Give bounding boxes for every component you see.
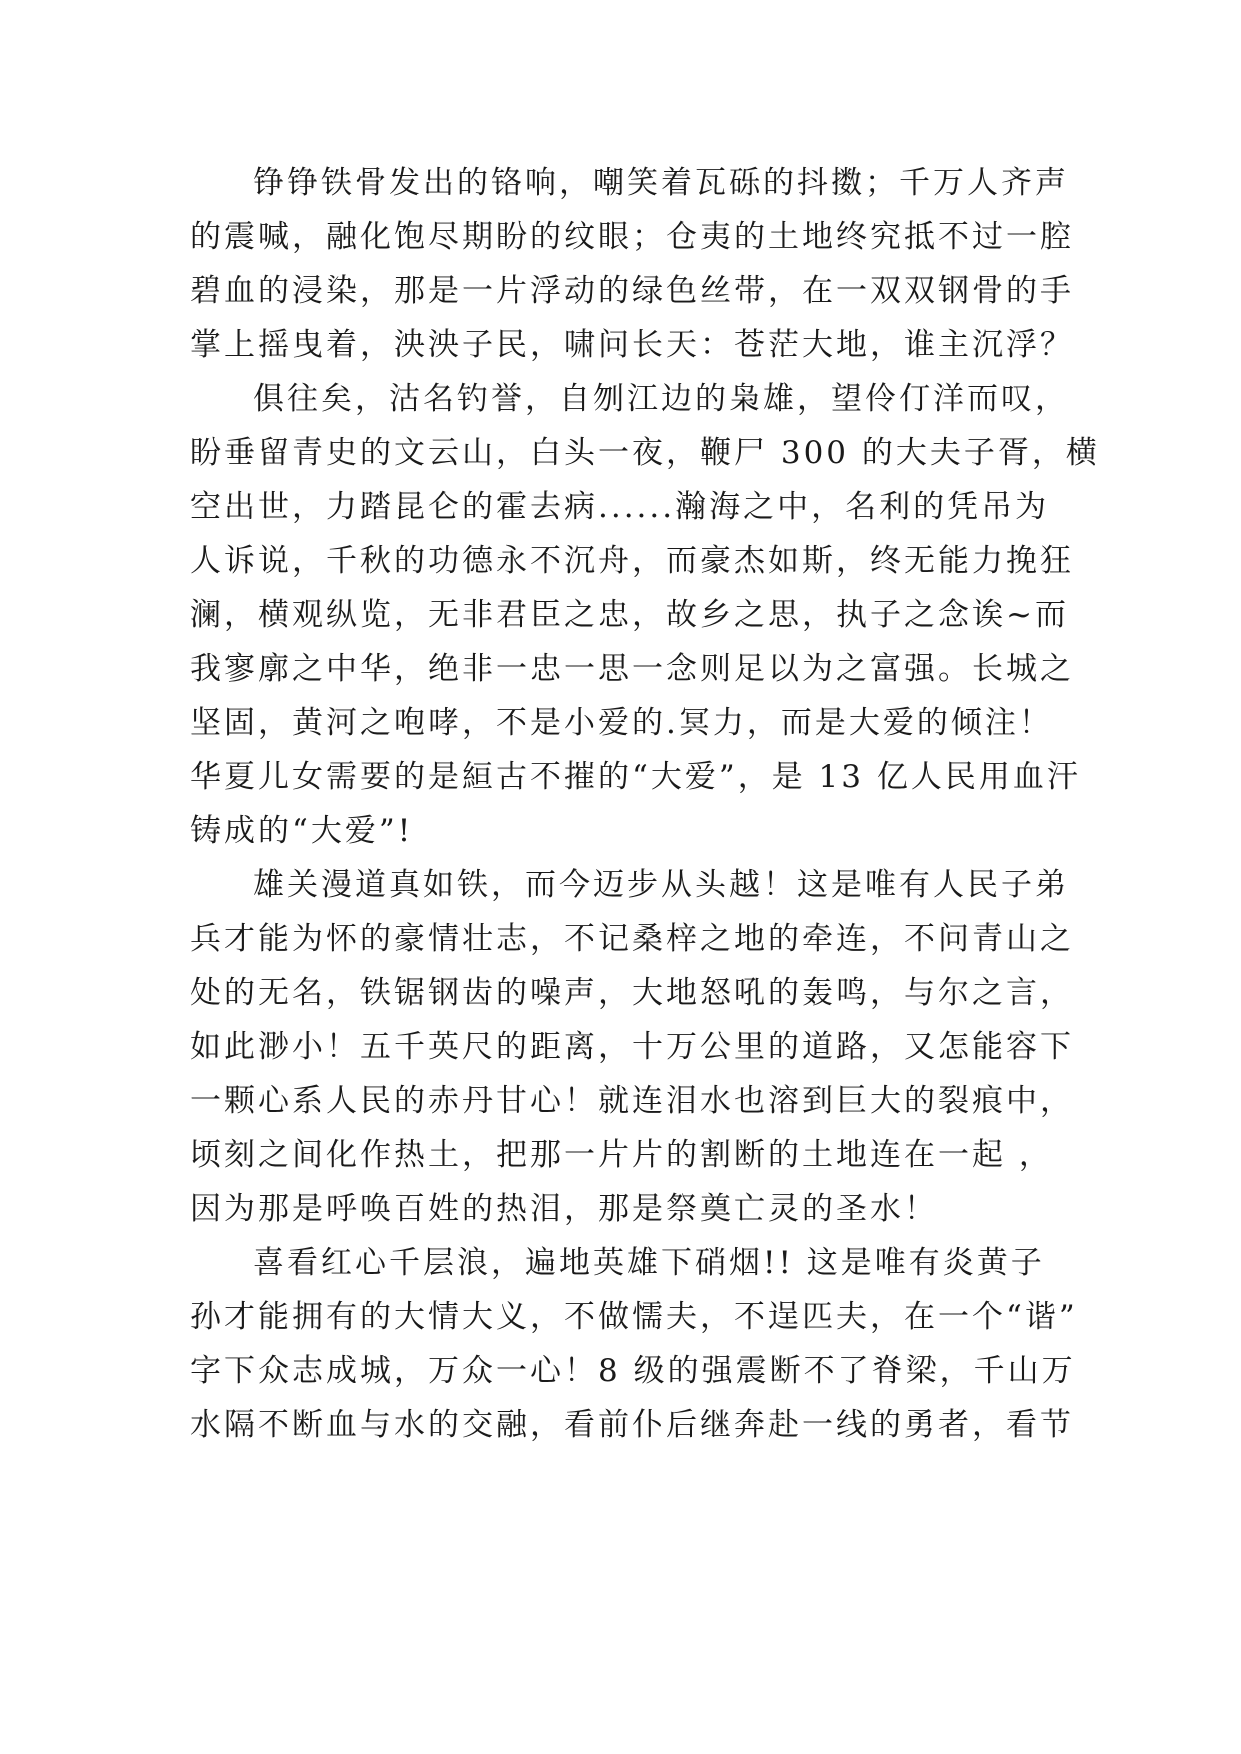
text-line: 一颗心系人民的赤丹甘心！就连泪水也溶到巨大的裂痕中， <box>190 1083 1074 1119</box>
text-line: 铸成的“大爱”! <box>190 813 414 849</box>
text-line: 兵才能为怀的豪情壮志，不记桑梓之地的牵连，不问青山之 <box>190 921 1074 957</box>
text-line: 盼垂留青史的文云山，白头一夜，鞭尸 300 的大夫子胥，横 <box>190 435 1100 471</box>
text-line: 坚固，黄河之咆哮，不是小爱的.冥力，而是大爱的倾注！ <box>190 705 1053 741</box>
text-line: 俱往矣，沽名钓誉，自刎江边的枭雄，望伶仃洋而叹， <box>253 381 1069 417</box>
text-line: 字下众志成城，万众一心！8 级的强震断不了脊梁，千山万 <box>190 1353 1076 1389</box>
text-line: 的震喊，融化饱尽期盼的纹眼；仓夷的土地终究抵不过一腔 <box>190 219 1074 255</box>
paragraph-3 <box>190 858 1074 1236</box>
text-line: 掌上摇曳着，泱泱子民，啸问长天：苍茫大地，谁主沉浮？ <box>190 327 1074 363</box>
paragraph-4 <box>190 1236 1078 1452</box>
text-line: 雄关漫道真如铁，而今迈步从头越！这是唯有人民子弟 <box>253 867 1069 903</box>
text-line: 喜看红心千层浪，遍地英雄下硝烟!! 这是唯有炎黄子 <box>253 1245 1045 1281</box>
text-line: 处的无名，铁锯钢齿的噪声，大地怒吼的轰鸣，与尔之言， <box>190 975 1074 1011</box>
text-line: 如此渺小！五千英尺的距离，十万公里的道路，又怎能容下 <box>190 1029 1074 1065</box>
text-line: 因为那是呼唤百姓的热泪，那是祭奠亡灵的圣水！ <box>190 1191 938 1227</box>
text-line: 空出世，力踏昆仑的霍去病......瀚海之中，名利的凭吊为 <box>190 489 1050 525</box>
text-line: 人诉说，千秋的功德永不沉舟，而豪杰如斯，终无能力挽狂 <box>190 543 1074 579</box>
text-line: 华夏儿女需要的是絙古不摧的“大爱”，是 13 亿人民用血汗 <box>190 759 1081 795</box>
text-line: 碧血的浸染，那是一片浮动的绿色丝带，在一双双钢骨的手 <box>190 273 1074 309</box>
paragraph-1 <box>190 156 1074 372</box>
text-line: 澜，横观纵览，无非君臣之忠，故乡之思，执子之念诶~而 <box>190 597 1069 633</box>
text-line: 铮铮铁骨发出的铬响，嘲笑着瓦砾的抖擞；千万人齐声 <box>253 165 1069 201</box>
paragraph-2 <box>190 372 1100 858</box>
text-line: 顷刻之间化作热土，把那一片片的割断的土地连在一起 ， <box>190 1137 1053 1173</box>
text-line: 水隔不断血与水的交融，看前仆后继奔赴一线的勇者，看节 <box>190 1407 1074 1443</box>
document-body <box>190 156 1100 1452</box>
text-line: 我寥廓之中华，绝非一忠一思一念则足以为之富强。长城之 <box>190 651 1074 687</box>
text-line: 孙才能拥有的大情大义，不做懦夫，不逞匹夫，在一个“谐” <box>190 1299 1078 1335</box>
